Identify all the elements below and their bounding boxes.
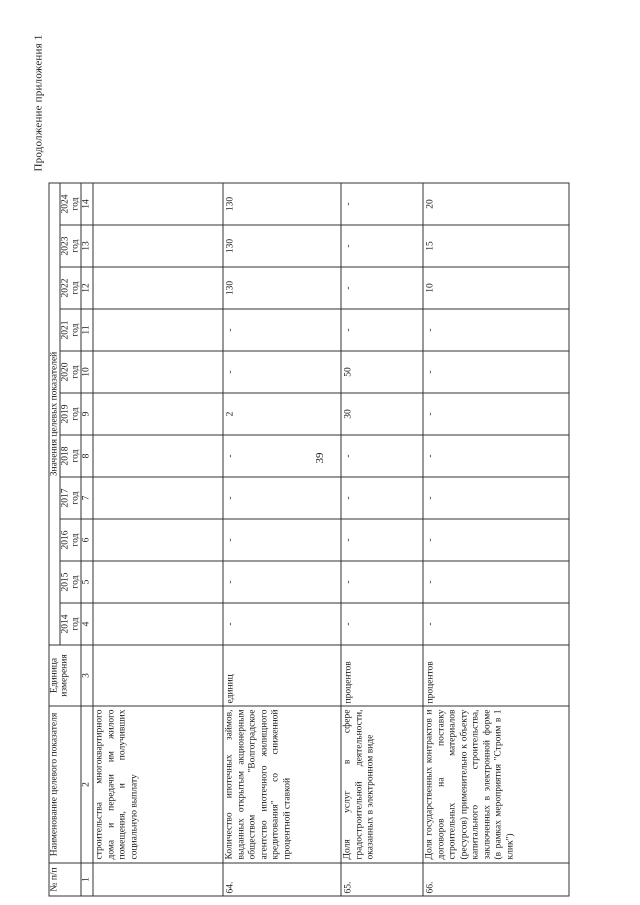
header-year-suffix: год: [70, 197, 81, 211]
header-year-suffix: год: [70, 407, 81, 421]
header-year-number: 2016: [60, 530, 71, 550]
indicator-value: -: [341, 519, 423, 561]
index-cell: 6: [81, 519, 93, 561]
indicator-value: 2: [223, 393, 341, 435]
indicator-value: -: [423, 351, 569, 393]
indicator-unit: [93, 645, 223, 706]
row-number: [93, 863, 223, 896]
indicator-value: [93, 393, 223, 435]
index-cell: 5: [81, 561, 93, 603]
header-values-group: Значения целевых показателей: [49, 183, 60, 645]
header-year-suffix: год: [70, 239, 81, 253]
indicator-value: -: [423, 561, 569, 603]
header-year-suffix: год: [70, 575, 81, 589]
indicator-unit: процентов: [423, 645, 569, 706]
header-year-number: 2022: [60, 278, 71, 298]
indicator-value: -: [341, 477, 423, 519]
table-row: [341, 183, 423, 896]
table-row: [423, 183, 569, 896]
indicator-value: -: [423, 603, 569, 645]
index-cell: 8: [81, 435, 93, 477]
index-cell: 14: [81, 183, 93, 225]
header-year: [60, 393, 81, 435]
header-year-suffix: год: [70, 449, 81, 463]
indicator-value: [93, 183, 223, 225]
indicator-value: -: [423, 477, 569, 519]
header-year-number: 2015: [60, 572, 71, 592]
indicator-name: Количество ипотечных займов, выданных открытым акционерным обществом "Волгоградское агентство ипотечного жилищного кредитования" со сниженной процентной ставкой: [223, 706, 341, 863]
indicator-value: -: [423, 435, 569, 477]
header-year-suffix: год: [70, 281, 81, 295]
header-year-number: 2020: [60, 362, 71, 382]
header-year: [60, 309, 81, 351]
index-cell: 11: [81, 309, 93, 351]
header-year: [60, 603, 81, 645]
indicator-value: -: [223, 561, 341, 603]
row-number: 65.: [341, 863, 423, 896]
continuation-label: Продолжение приложения 1: [32, 34, 45, 172]
index-cell: 12: [81, 267, 93, 309]
indicator-value: -: [423, 309, 569, 351]
header-year: [60, 351, 81, 393]
indicator-value: 30: [341, 393, 423, 435]
indicator-value: [93, 435, 223, 477]
indicator-value: -: [223, 477, 341, 519]
table-row: [93, 183, 223, 896]
header-year-suffix: год: [70, 617, 81, 631]
indicator-value: [93, 561, 223, 603]
indicator-value: 10: [423, 267, 569, 309]
indicator-value: -: [341, 309, 423, 351]
indicator-value: -: [341, 267, 423, 309]
header-name: Наименование целевого показателя: [49, 706, 81, 863]
indicator-value: -: [341, 435, 423, 477]
index-cell: 1: [81, 863, 93, 896]
indicator-value: -: [341, 183, 423, 225]
indicator-value: -: [341, 603, 423, 645]
indicator-value: [93, 267, 223, 309]
indicator-name: строительства многоквартирного дома и передачи им жилого помещения, и получивших социальную выплату: [93, 706, 223, 863]
indicator-value: 20: [423, 183, 569, 225]
header-unit: Единица измерения: [49, 645, 81, 706]
indicator-value: -: [223, 519, 341, 561]
indicator-value: [93, 225, 223, 267]
indicator-value: -: [223, 309, 341, 351]
header-year: [60, 183, 81, 225]
header-year: [60, 519, 81, 561]
header-year: [60, 225, 81, 267]
page-number: 39: [314, 452, 326, 464]
indicator-value: [93, 351, 223, 393]
indicator-value: -: [223, 603, 341, 645]
indicator-value: -: [423, 393, 569, 435]
rotated-page: [1, 0, 640, 905]
indicator-value: 15: [423, 225, 569, 267]
header-year: [60, 435, 81, 477]
table-row: [223, 183, 341, 896]
index-cell: 4: [81, 603, 93, 645]
indicator-value: 50: [341, 351, 423, 393]
indicator-value: -: [223, 351, 341, 393]
indicator-value: -: [223, 435, 341, 477]
indicator-unit: процентов: [341, 645, 423, 706]
index-cell: 2: [81, 706, 93, 863]
row-number: 66.: [423, 863, 569, 896]
row-number: 64.: [223, 863, 341, 896]
header-year-number: 2019: [60, 404, 71, 424]
index-cell: 3: [81, 645, 93, 706]
indicator-value: -: [341, 561, 423, 603]
indicator-value: 130: [223, 225, 341, 267]
header-year: [60, 477, 81, 519]
header-year-suffix: год: [70, 323, 81, 337]
header-year: [60, 267, 81, 309]
header-year-number: 2023: [60, 236, 71, 256]
header-year-number: 2017: [60, 488, 71, 508]
indicator-value: -: [341, 225, 423, 267]
indicator-value: 130: [223, 267, 341, 309]
index-cell: 13: [81, 225, 93, 267]
header-year-suffix: год: [70, 533, 81, 547]
index-cell: 10: [81, 351, 93, 393]
header-year-suffix: год: [70, 491, 81, 505]
index-cell: 9: [81, 393, 93, 435]
indicator-name: Доля государственных контрактов и договоров на поставку строительных материалов (ресурсов) применительно к объекту капитального строительства, заключенных в электронной форме (в рамках мероприятия "Строим в 1 клик"): [423, 706, 569, 863]
header-year-number: 2024: [60, 194, 71, 214]
header-year: [60, 561, 81, 603]
header-year-suffix: год: [70, 365, 81, 379]
index-row: [81, 183, 93, 896]
header-year-number: 2021: [60, 320, 71, 340]
header-year-number: 2018: [60, 446, 71, 466]
index-cell: 7: [81, 477, 93, 519]
indicator-value: [93, 309, 223, 351]
indicator-value: [93, 603, 223, 645]
indicator-unit: единиц: [223, 645, 341, 706]
indicator-value: -: [423, 519, 569, 561]
header-num: № п/п: [49, 863, 81, 896]
indicators-table: [49, 183, 570, 897]
indicator-value: 130: [223, 183, 341, 225]
table-body: [93, 183, 569, 896]
header-year-number: 2014: [60, 614, 71, 634]
indicator-value: [93, 519, 223, 561]
indicator-value: [93, 477, 223, 519]
indicator-name: Доля услуг в сфере градостроительной деятельности, оказанных в электронном виде: [341, 706, 423, 863]
